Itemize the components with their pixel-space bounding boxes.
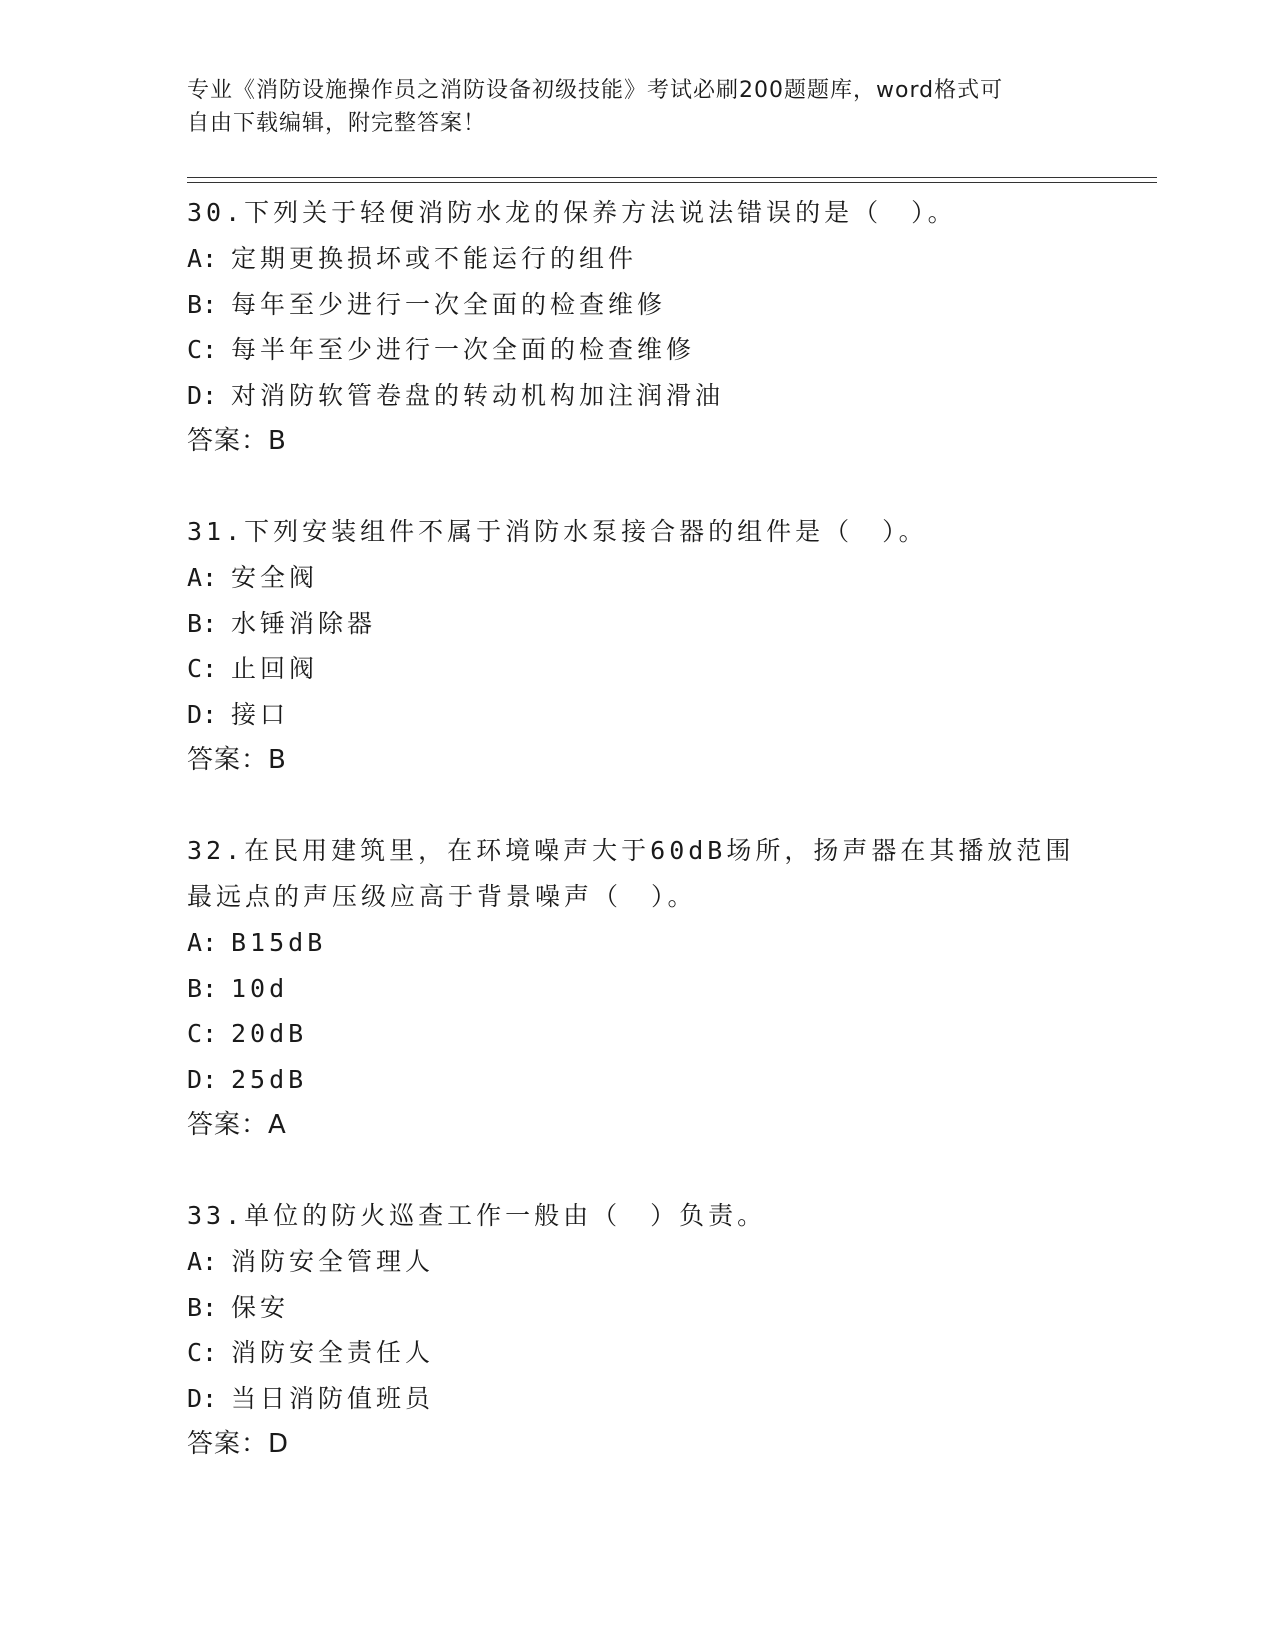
question-stem: [187, 190, 1157, 236]
option-d: [187, 692, 1157, 738]
option-key: A:: [187, 244, 218, 273]
header-line-2: 自由下载编辑，附完整答案！: [187, 111, 487, 136]
option-b: [187, 1285, 1157, 1331]
option-text: 25dB: [231, 1064, 308, 1094]
option-key: B:: [187, 289, 218, 319]
question-spacer: [187, 464, 1157, 509]
option-b: [187, 282, 1157, 328]
question-stem: [187, 828, 1157, 920]
option-d: [187, 373, 1157, 419]
option-a: [187, 555, 1157, 601]
question-stem-line: 32.在民用建筑里，在环境噪声大于60dB场所，扬声器在其播放范围: [187, 836, 1075, 865]
option-a: [187, 1239, 1157, 1285]
header-divider-bottom: [187, 182, 1157, 183]
option-c: [187, 1011, 1157, 1057]
question-30: [187, 190, 1157, 464]
answer-line: 答案：D: [187, 1429, 290, 1459]
question-spacer: [187, 1148, 1157, 1193]
question-31: [187, 509, 1157, 783]
option-key: C:: [187, 1019, 218, 1048]
option-text: 保安: [231, 1292, 290, 1322]
question-list: [187, 190, 1157, 1467]
option-text: 定期更换损坏或不能运行的组件: [231, 244, 638, 273]
header-divider-top: [187, 177, 1157, 178]
option-text: 20dB: [231, 1019, 308, 1048]
option-c: [187, 646, 1157, 692]
option-d: [187, 1376, 1157, 1422]
option-key: D:: [187, 1383, 218, 1413]
option-d: [187, 1057, 1157, 1103]
question-stem: [187, 509, 1157, 555]
answer-line: 答案：B: [187, 426, 287, 456]
option-a: [187, 920, 1157, 966]
option-text: B15dB: [231, 928, 327, 957]
option-text: 水锤消除器: [231, 608, 377, 638]
question-stem-line: 30.下列关于轻便消防水龙的保养方法说法错误的是（ ）。: [187, 198, 957, 227]
option-a: [187, 236, 1157, 282]
question-spacer: [187, 783, 1157, 828]
question-32: [187, 828, 1157, 1148]
option-key: C:: [187, 1338, 218, 1367]
document-header: [187, 74, 1087, 140]
option-text: 对消防软管卷盘的转动机构加注润滑油: [231, 380, 725, 410]
option-key: B:: [187, 1292, 218, 1322]
option-key: A:: [187, 928, 218, 957]
option-key: B:: [187, 608, 218, 638]
option-text: 当日消防值班员: [231, 1383, 435, 1413]
option-key: C:: [187, 335, 218, 364]
option-c: [187, 1330, 1157, 1376]
option-text: 每半年至少进行一次全面的检查维修: [231, 335, 696, 364]
option-text: 接口: [231, 699, 290, 729]
option-c: [187, 327, 1157, 373]
answer-line: 答案：A: [187, 1110, 287, 1140]
question-stem-line: 最远点的声压级应高于背景噪声（ ）。: [187, 882, 697, 911]
header-line-1: 专业《消防设施操作员之消防设备初级技能》考试必刷200题题库，word格式可: [187, 78, 1004, 103]
question-33: [187, 1193, 1157, 1467]
option-b: [187, 601, 1157, 647]
option-text: 止回阀: [231, 654, 319, 683]
option-text: 消防安全责任人: [231, 1338, 435, 1367]
option-text: 每年至少进行一次全面的检查维修: [231, 289, 667, 319]
option-text: 消防安全管理人: [231, 1247, 435, 1276]
option-b: [187, 966, 1157, 1012]
option-key: B:: [187, 973, 218, 1003]
answer-line: 答案：B: [187, 745, 287, 775]
option-key: A:: [187, 1247, 218, 1276]
option-key: D:: [187, 380, 218, 410]
question-stem: [187, 1193, 1157, 1239]
option-key: D:: [187, 1064, 218, 1094]
question-stem-line: 31.下列安装组件不属于消防水泵接合器的组件是（ ）。: [187, 517, 928, 546]
option-key: C:: [187, 654, 218, 683]
option-key: D:: [187, 699, 218, 729]
question-stem-line: 33.单位的防火巡查工作一般由（ ）负责。: [187, 1201, 767, 1230]
option-text: 10d: [231, 973, 289, 1003]
option-text: 安全阀: [231, 563, 319, 592]
option-key: A:: [187, 563, 218, 592]
